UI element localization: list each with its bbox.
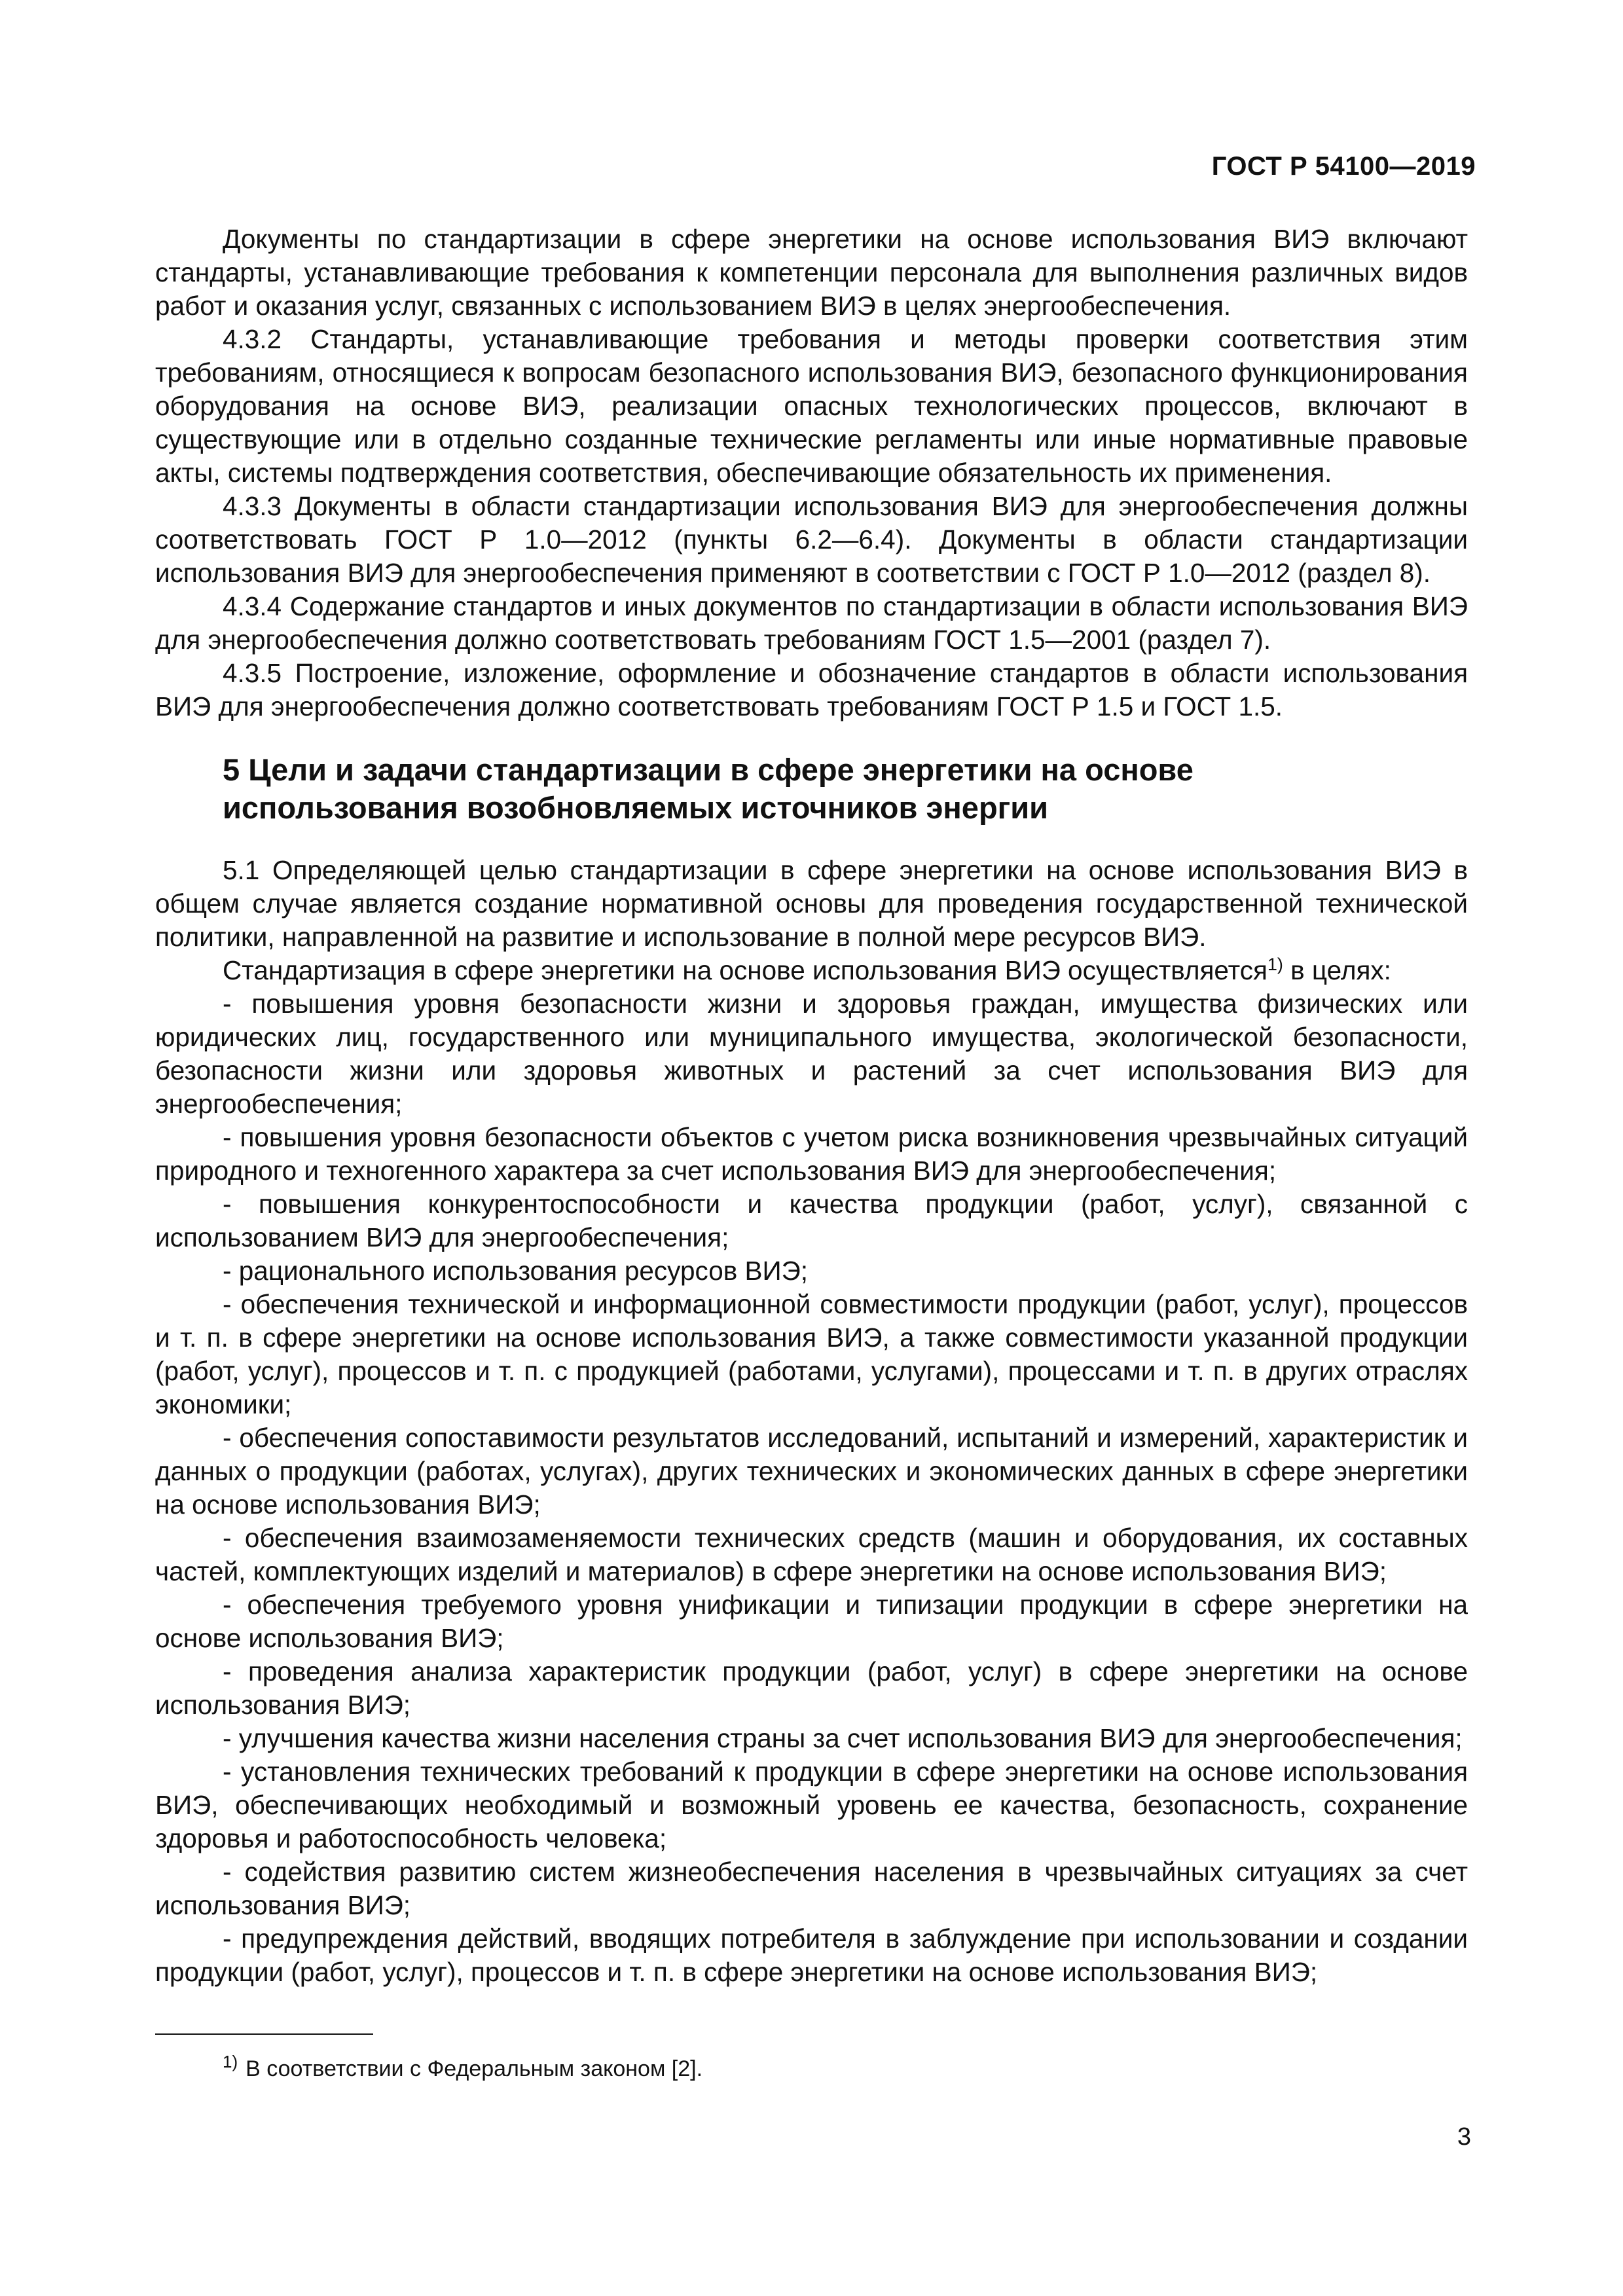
page-number: 3	[1457, 2123, 1471, 2151]
list-item: - обеспечения требуемого уровня унификации и типизации продукции в сфере энергетики на основе использования ВИЭ;	[155, 1590, 1468, 1653]
list-item: - обеспечения технической и информационной совместимости продукции (работ, услуг), процессов и т. п. в сфере энергетики на основе использования ВИЭ, а также совместимости указанной продукции (работ, услуг), процессов и т. п. с продукцией (работами, услугами), процессами и т. п. в других отраслях экономики;	[155, 1289, 1468, 1419]
paragraph-4-3-4: 4.3.4 Содержание стандартов и иных документов по стандартизации в области использования ВИЭ для энергообеспечения должно соответствовать требованиям ГОСТ 1.5—2001 (раздел 7).	[155, 591, 1468, 655]
document-body	[155, 223, 1468, 1989]
list-item: - повышения уровня безопасности жизни и здоровья граждан, имущества физических или юридических лиц, государственного или муниципального имущества, экологической безопасности, безопасности жизни или здоровья животных и растений за счет использования ВИЭ для энергообеспечения;	[155, 989, 1468, 1119]
list-item: - улучшения качества жизни населения страны за счет использования ВИЭ для энергообеспечения;	[223, 1723, 1463, 1753]
footnote-mark: 1)	[223, 2052, 238, 2071]
list-item: - повышения конкурентоспособности и качества продукции (работ, услуг), связанной с использованием ВИЭ для энергообеспечения;	[155, 1189, 1468, 1252]
footnote-divider	[155, 2033, 373, 2035]
document-header: ГОСТ Р 54100—2019	[1211, 152, 1476, 181]
section-5-title	[223, 751, 1468, 827]
list-item: - повышения уровня безопасности объектов с учетом риска возникновения чрезвычайных ситуаций природного и техногенного характера за счет использования ВИЭ для энергообеспечения;	[155, 1122, 1468, 1186]
list-item: - предупреждения действий, вводящих потребителя в заблуждение при использовании и создании продукции (работ, услуг), процессов и т. п. в сфере энергетики на основе использования ВИЭ;	[155, 1923, 1468, 1987]
intro-text: Стандартизация в сфере энергетики на основе использования ВИЭ осуществляется	[223, 955, 1267, 985]
section-title-line: 5 Цели и задачи стандартизации в сфере энергетики на основе	[223, 752, 1194, 787]
intro-text-end: в целях:	[1283, 955, 1391, 985]
list-item: - рационального использования ресурсов ВИЭ;	[223, 1256, 808, 1286]
paragraph-4-3-2: 4.3.2 Стандарты, устанавливающие требования и методы проверки соответствия этим требованиям, относящиеся к вопросам безопасного использования ВИЭ, безопасного функционирования оборудования на основе ВИЭ, реализации опасных технологических процессов, включают в существующие или в отдельно созданные технические регламенты или иные нормативные правовые акты, системы подтверждения соответствия, обеспечивающие обязательность их применения.	[155, 324, 1468, 488]
standardization-intro	[155, 954, 1468, 987]
list-item: - содействия развитию систем жизнеобеспечения населения в чрезвычайных ситуациях за счет использования ВИЭ;	[155, 1857, 1468, 1920]
list-item: - установления технических требований к продукции в сфере энергетики на основе использования ВИЭ, обеспечивающих необходимый и возможный уровень ее качества, безопасность, сохранение здоровья и работоспособность человека;	[155, 1757, 1468, 1853]
footnote	[223, 2052, 703, 2082]
footnote-reference: 1)	[1267, 955, 1283, 974]
paragraph-4-3-5: 4.3.5 Построение, изложение, оформление и обозначение стандартов в области использования ВИЭ для энергообеспечения должно соответствовать требованиям ГОСТ Р 1.5 и ГОСТ 1.5.	[155, 658, 1468, 721]
list-item: - обеспечения сопоставимости результатов исследований, испытаний и измерений, характеристик и данных о продукции (работах, услугах), других технических и экономических данных в сфере энергетики на основе использования ВИЭ;	[155, 1423, 1468, 1520]
list-item: - проведения анализа характеристик продукции (работ, услуг) в сфере энергетики на основе использования ВИЭ;	[155, 1656, 1468, 1720]
paragraph-4-3-3: 4.3.3 Документы в области стандартизации использования ВИЭ для энергообеспечения должны соответствовать ГОСТ Р 1.0—2012 (пункты 6.2—6.4). Документы в области стандартизации использования ВИЭ для энергообеспечения применяют в соответствии с ГОСТ Р 1.0—2012 (раздел 8).	[155, 491, 1468, 588]
paragraph-5-1: 5.1 Определяющей целью стандартизации в сфере энергетики на основе использования ВИЭ в общем случае является создание нормативной основы для проведения государственной технической политики, направленной на развитие и использование в полной мере ресурсов ВИЭ.	[155, 855, 1468, 952]
paragraph: Документы по стандартизации в сфере энергетики на основе использования ВИЭ включают стандарты, устанавливающие требования к компетенции персонала для выполнения различных видов работ и оказания услуг, связанных с использованием ВИЭ в целях энергообеспечения.	[155, 224, 1468, 321]
footnote-text: В соответствии с Федеральным законом [2].	[246, 2056, 703, 2081]
list-item: - обеспечения взаимозаменяемости технических средств (машин и оборудования, их составных частей, комплектующих изделий и материалов) в сфере энергетики на основе использования ВИЭ;	[155, 1523, 1468, 1586]
section-title-line: использования возобновляемых источников энергии	[223, 790, 1049, 825]
